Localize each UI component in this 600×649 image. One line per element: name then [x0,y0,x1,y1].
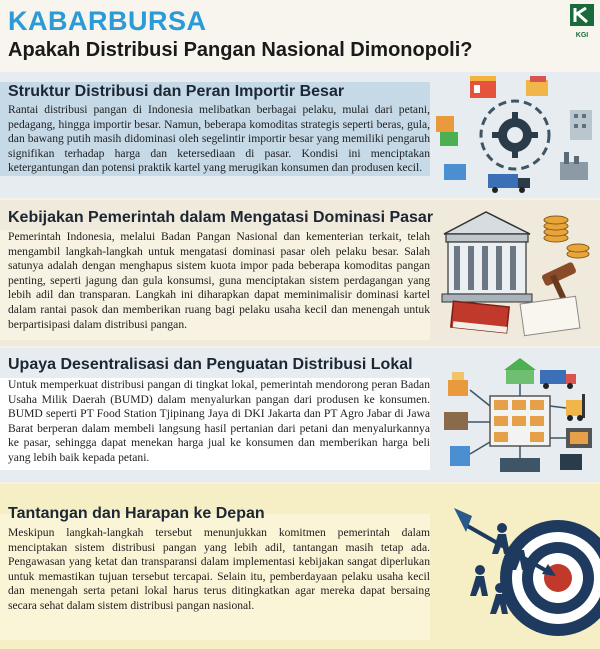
logistics-network-icon [440,350,600,480]
section-distribution-structure [0,72,600,198]
section-body: Untuk memperkuat distribusi pangan di tingkat lokal, pemerintah mendorong peran Badan Usaha Milik Daerah (BUMD) dalam menyalurkan pangan dari produsen ke konsumen. BUMD seperti PT Food Station Tjipinang Jaya di DKI Jakarta dan PT Agro Jabar di Jawa Barat berperan dalam membeli langsung hasil pertanian dari petani dan menyalurkannya ke pasar, sehingga dapat menekan harga jual ke konsumen dan memberikan harga beli yang lebih baik kepada petani. [8,378,430,464]
section-challenges [0,484,600,649]
supply-cycle-icon [430,72,600,198]
kgi-logo [570,4,594,38]
section-body: Rantai distribusi pangan di Indonesia melibatkan berbagai pelaku, mulai dari petani, pedagang, hingga importir besar. Namun, beberapa komoditas strategis seperti beras, gula, dan bawang putih masih didominasi oleh segelintir importir besar yang memiliki pengaruh signifikan terhadap harga dan ketersediaan di pasar. Kondisi ini menciptakan ketergantungan dan potensi praktik kartel yang merugikan konsumen dan produsen kecil. [8,103,430,175]
section-decentralization [0,348,600,482]
government-building-icon [438,204,600,344]
section-title: Kebijakan Pemerintah dalam Mengatasi Dominasi Pasar [8,209,434,226]
section-title: Struktur Distribusi dan Peran Importir Besar [8,83,345,100]
kgi-emblem-icon [570,4,594,26]
kgi-label: KGI [575,32,589,39]
header [0,0,600,72]
section-body: Pemerintah Indonesia, melalui Badan Pangan Nasional dan kementerian terkait, telah mengambil langkah-langkah untuk mengatasi dominasi pasar oleh pelaku besar. Salah satunya adalah dengan menghapus sistem kuota impor pada beberapa komoditas pangan penting, seperti jagung dan gula konsumsi, guna menciptakan sistem perdagangan yang lebih adil dan transparan. Langkah ini diharapkan dapat meminimalisir dominasi kartel dalam rantai pasok dan memberikan ruang bagi pelaku usaha kecil dan menengah untuk berpartisipasi dalam distribusi pangan. [8,230,430,331]
section-government-policy [0,200,600,346]
section-title: Tantangan dan Harapan ke Depan [8,505,265,522]
brand-logo[interactable] [8,6,207,37]
brand-name: KABARBURSA [8,6,207,36]
target-arrow-icon [440,488,600,648]
section-title: Upaya Desentralisasi dan Penguatan Distribusi Lokal [8,356,413,373]
section-body: Meskipun langkah-langkah tersebut menunjukkan komitmen pemerintah dalam menciptakan sistem distribusi pangan yang lebih adil, tantangan masih tetap ada. Pengawasan yang ketat dan transparansi dalam implementasi kebijakan sangat diperlukan untuk memastikan tujuan tersebut tercapai. Selain itu, pemberdayaan pelaku usaha kecil dan menengah serta petani lokal harus terus ditingkatkan agar mereka dapat bersaing secara sehat dalam sistem distribusi pangan nasional. [8,526,430,612]
page-title: Apakah Distribusi Pangan Nasional Dimonopoli? [8,39,473,61]
